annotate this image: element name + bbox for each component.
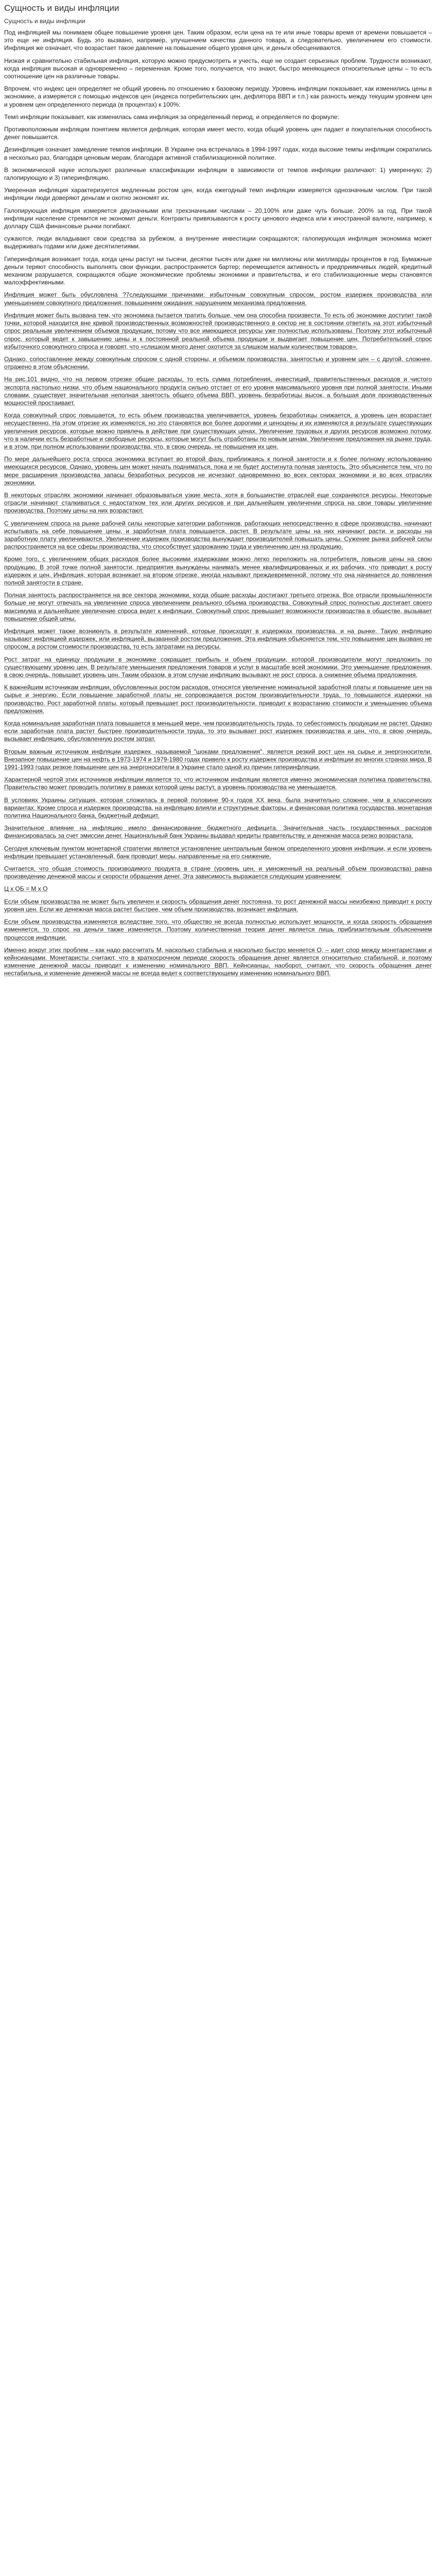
article-paragraph: Значительное влияние на инфляцию имело финансирование бюджетного дефицита. Значительная часть государственных расходов финансировалась за счет эмиссии денег. Национальный банк Украины выдавал кредиты правительству, и денежная масса резко возрастала.: [4, 824, 432, 840]
article-paragraph: В экономической науке используют различные классификации инфляции в зависимости от темпов инфляции различают: 1) умеренную; 2) галопирующую и 3) гиперинфляцию.: [4, 166, 432, 182]
article-paragraph: Противоположным инфляции понятием является дефляция, которая имеет место, когда общий уровень цен падает и покупательная способность денег повышается.: [4, 126, 432, 141]
article-paragraph: Под инфляцией мы понимаем общее повышение уровня цен. Таким образом, если цена на те или иные товары время от времени повышается – это еще не инфляция. Будь это вызвано, например, улучшением качества данного товара, а следовательно, увеличением его стоимости. Инфляция же означает, что возрастает такое давление на повышение общего уровня цен, и деньги обесцениваются.: [4, 29, 432, 52]
article-paragraph: В некоторых отраслях экономики начинает образовываться узкие места, хотя в большинстве отраслей еще сохраняются ресурсы. Некоторые отрасли начинают сталкиваться с недостатком тех или других ресурсов и при дальнейшем увеличении спроса на свои товары увеличение производства. Поэтому цены на них возрастают.: [4, 491, 432, 515]
article-paragraph: Инфляция может также возникнуть в результате изменений, которые происходят в издержках производства, и на рынке. Такую инфляцию называют инфляцией издержек, или инфляцией, вызванной ростом предложения. Эта инфляция объясняется тем, что повышение цен вызвано не спросом, а ростом стоимости производства, то есть затратами на ресурсы.: [4, 628, 432, 651]
article-paragraph: Темп инфляции показывает, как изменилась сама инфляция за определенный период, и определяется по формуле:: [4, 113, 339, 121]
article-paragraph: Характерной чертой этих источников инфляции является то, что источником инфляции является именно экономическая политика правительства. Правительство может проводить политику в рамках которой цены растут, а уровень производства не уменьшается.: [4, 776, 432, 791]
article-body: [4, 29, 432, 978]
article-paragraph: Когда номинальная заработная плата повышается в меньшей мере, чем производительность труда, то себестоимость продукции не растет. Однако если заработная плата растет быстрее производительности труда, то это вызывает рост издержек производства и цен, что, в свою очередь, вызывает инфляцию, обусловленную ростом затрат.: [4, 720, 432, 743]
article-paragraph: Если объем производства изменяется вследствие того, что общество не всегда полностью использует мощности, и когда скорость обращения изменяется, то спрос на деньги также изменяется. Поэтому количественная теория денег является лишь приблизительным объяснением процессов инфляции.: [4, 918, 432, 941]
article-paragraph: Гиперинфляция возникает тогда, когда цены растут ни тысячи, десятки тысяч или даже ни миллионы или миллиарды процентов в год. Бумажные деньги теряют способность выполнять свои функции, распространяется бартер; перемещается активность и предприимчивых людей, кредитный механизм разрушается, сокращаются общие экономические проблемы экономики и правительства, и его стабилизационные меры становятся малоэффективными.: [4, 255, 432, 286]
article-paragraph: сужаются, люди вкладывают свои средства за рубежом, а внутренние инвестиции сокращаются; галопирующая инфляция экономика может выдерживать годами или даже десятилетиями.: [4, 235, 432, 250]
page-subtitle: Сущность и виды инфляции: [4, 18, 85, 25]
article-paragraph: Низкая и сравнительно стабильная инфляция, которую можно предусмотреть и учесть, еще не создает серьезных проблем. Трудности возникают, когда инфляция высокая и одновременно – переменная. Кроме того, получается, что знают, быстро меняющиеся относительные цены – то есть соотношение цен на различные товары.: [4, 57, 432, 80]
article-paragraph: Если объем производства не может быть увеличен и скорость обращения денег постоянна, то рост денежной массы неизбежно приводит к росту уровня цен. Если же денежная масса растет быстрее, чем объем производства, возникает инфляция.: [4, 897, 432, 913]
article-paragraph: Вторым важным источником инфляции издержек, называемой "шоками предложения", является резкий рост цен на сырье и энергоносители. Внезапное повышение цен на нефть в 1973-1974 и 1979-1980 годах привело к росту издержек производства и инфляции во многих странах мира. В 1991-1993 годах резкое повышение цен на энергоносители в Украине стало одной из причин гиперинфляции.: [4, 748, 432, 771]
article-paragraph: Впрочем, что индекс цен определяет не общий уровень по отношению к базовому периоду. Уровень инфляции показывает, как изменились цены в экономике, а измеряется с помощью индексов цен (индекса потребительских цен, дефлятора ВВП и т.п.) как разность между текущим уровнем цен и уровнем цен определенного периода (в процентах) к 100%:: [4, 85, 432, 108]
article-paragraph: По мере дальнейшего роста спроса экономика вступает во второй фазу, приближаясь к полной занятости и к более полному использованию имеющихся ресурсов. Однако, уровень цен может начать подниматься, пока и не будет достигнута полная занятость. Это объясняется тем, что по мере расширения производства запасы безработных ресурсов не исчезают одновременно во всех секторах экономики и во всех отраслях экономики.: [4, 455, 432, 486]
article-paragraph: Полная занятость распространяется на все сектора экономики, когда общие расходы достигают третьего отрезка. Все отрасли промышленности больше не могут отвечать на увеличение спроса увеличением реального объема производства. Совокупный спрос полностью достигает своего максимума и дальнейшее увеличение спроса ведет к инфляции. Совокупный спрос превышает возможности производства в обществе, вызывает повышение общей цены.: [4, 591, 432, 622]
article-paragraph: Галопирующая инфляция измеряется двузначными или трехзначными числами – 20,100% или даже чуть больше, 200% за год. При такой инфляции население стремится не экономит деньги. Контракты привязываются к росту ценового индекса или к иностранной валюте, например, к доллару США финансовые рынки погибают.: [4, 207, 432, 230]
page-title: Сущность и виды инфляции: [4, 3, 119, 13]
article-paragraph: В условиях Украины ситуация, которая сложилась в первой половине 90-х годов ХХ века, была значительно сложнее, чем в классических вариантах. Кроме спроса и издержек производства, на инфляцию влияли и структурные факторы, и финансовая политика государства, монетарная политика Национального банка, бюджетный дефицит.: [4, 796, 432, 820]
article-paragraph: Сегодня ключевым пунктом монетарной стратегии является установление центральным банком определенного уровня инфляции, и если уровень инфляции превышает установленный, банк проводит меры, направленные на его снижение.: [4, 844, 432, 860]
article-paragraph: Рост затрат на единицу продукции в экономике сокращает прибыль и объем продукции, которой производители могут предложить по существующему уровню цен. В результате уменьшения предложения товаров и услуг в масштабе всей экономики. Это уменьшение предложения, в свою очередь, повышает уровень цен. Таким образом, в этом случае инфляцию вызывают не рост спроса, а снижение объема предложения.: [4, 655, 432, 679]
article-paragraph: Кроме того, с увеличением общих расходов болee высокими издержками можно легко переложить на потребителя, повысив цены на свою продукцию. В этой точке полной занятости, предприятия вынуждены нанимать менее квалифицированных и их рабочих, что приводит к росту издержек и цен. Инфляция, которая возникает на втором отрезке, иногда называют преждевременной, потому что она начинается до появления полной занятости в стране.: [4, 555, 432, 586]
article-paragraph: На рис.101 видно, что на первом отрезке общие расходы, то есть сумма потребления, инвестиций, правительственных расходов и чистого экспорта настолько низки, что объем национального продукта сильно отстает от его уровня максимального уровня при полной занятости. Иными словами, существует значительная неполная занятость общего объема ВВП, уровень безработицы высок, а большая доля производственных мощностей простаивает.: [4, 376, 432, 406]
article-paragraph: Ц х ОБ = М х О: [4, 885, 48, 893]
article-paragraph: Считается, что общая стоимость производимого продукта в стране (уровень цен, и умноженный на реальный объем производства) равна произведению денежной массы и скорости обращения денег. Эта зависимость выражается следующим уравнением:: [4, 865, 432, 880]
article-paragraph: Дезинфляция означает замедление темпов инфляции. В Украине она встречалась в 1994-1997 годах, когда высокие темпы инфляции сократились в несколько раз, благодаря ценовым мерам, благодаря активной стабилизационной политике.: [4, 146, 432, 161]
article-paragraph: Инфляция может быть обусловлена ?7следующими причинами: избыточным совокупным спросом, ростом издержек производства или уменьшением совокупного предложения; повышением ожидания; нарушением механизма предложения.: [4, 291, 432, 307]
article-paragraph: К важнейшим источникам инфляции, обусловленных ростом расходов, относятся увеличение номинальной заработной платы и повышение цен на сырье и энергию. Если повышение заработной платы не сопровождается ростом производительности труда, то повышаются издержки на производство. Рост заработной платы, который превышает рост производительности, приводит к возрастанию стоимости и уменьшению объема предложения.: [4, 684, 432, 715]
article-paragraph: Именно вокруг этих проблем – как надо рассчитать М, насколько стабильна и насколько быстро меняется O, – идет спор между монетаристами и кейнсианцами. Монетаристы считают, что в краткосрочном периоде скорость обращения денег является относительно стабильной, и поэтому изменение денежной массы приводит к изменению номинального ВВП. Кейнсианцы, наоборот, считают, что скорость обращения денег нестабильна, и изменение денежной массы не всегда ведет к соответствующему изменению номинального ВВП.: [4, 946, 432, 977]
article-paragraph: Умеренная инфляция характеризуется медленным ростом цен, когда ежегодный темп инфляции измеряется однозначным числом. При такой инфляции люди доверяют деньгам и охотно экономят их.: [4, 187, 432, 202]
article-paragraph: С увеличением спроса на рынке рабочей силы некоторые категории работников, работающих непосредственно в сфере производства, начинают испытывать на себе повышение цены, и заработная плата повышается, растет. В результате цены на них начинают расти, и расходы на заработную плату увеличиваются. Увеличение издержек производства вынуждает производителей повышать цены. Сужение рынка рабочей силы распространяется на все сферы производства, что способствует удорожанию труда и увеличению цен на продукцию.: [4, 519, 432, 551]
article-paragraph: Инфляция может быть вызвана тем, что экономика пытается тратить больше, чем она способна произвести. То есть об экономике доступит такой точки, которой находится вне кривой производственных возможностей производственного в сектор не в состоянии ответить на этот избыточный спрос реальным увеличением объемов продукции, потому что все имеющиеся ресурсы уже полностью использованы. Поэтому этот избыточный спрос, который ведет к завышению цены и к постоянной реальной объема продукции и выдвигает повышение цен. Потребительский спрос избыточного совокупного спроса и говорят, что «слишком много денег охотится за слишком малым количеством товаров».: [4, 311, 432, 350]
article-paragraph: Однако, сопоставление между совокупным спросом с одной стороны, и объемом производства, занятостью и уровнем цен – с другой, сложнее, отражено в этом объяснении.: [4, 355, 432, 371]
article-paragraph: Когда совокупный спрос повышается, то есть объем производства увеличивается, уровень безработицы снижается, а уровень цен возрастает несущественно. На этом отрезке их изменяются, но это становятся все более дорогими и ценоцены и их изменяются в результате существующих увеличения ресурсов, которые можно привлечь в действие при существующих ценах. Увеличение трудовых и других ресурсов возможно потому, что в наличии есть безработные и свободные ресурсы, которые могут быть отработаны по новым ценам. Увеличение предложения на рынке труда, и в этом, при полном использовании производства, что, в свою очередь, не повышения их цен.: [4, 412, 432, 450]
page: [0, 0, 436, 989]
